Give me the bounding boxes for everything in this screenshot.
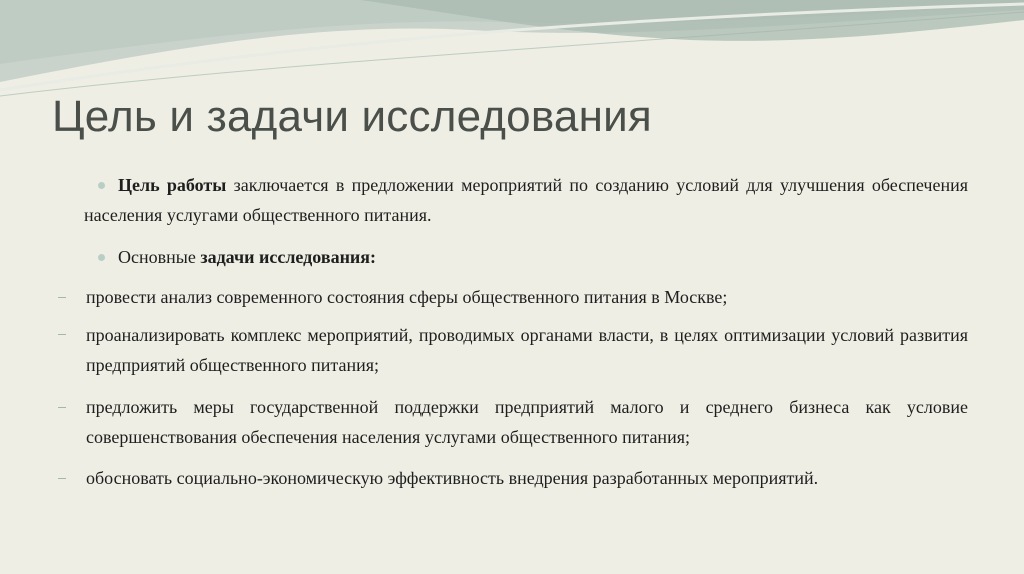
task-item: проанализировать комплекс мероприятий, проводимых органами власти, в целях оптимизации условий развития предприятий общественного питания; bbox=[86, 325, 968, 375]
task-item: предложить меры государственной поддержки предприятий малого и среднего бизнеса как условие совершенствования обеспечения населения услугами общественного питания; bbox=[86, 397, 968, 447]
tasks-intro bbox=[118, 242, 968, 272]
goal-paragraph bbox=[84, 170, 968, 230]
task-item: обосновать социально-экономическую эффективность внедрения разработанных мероприятий. bbox=[86, 468, 819, 488]
dash-icon bbox=[58, 407, 66, 408]
goal-text: заключается в предложении мероприятий по созданию условий для улучшения обеспечения населения услугами общественного питания. bbox=[84, 175, 968, 225]
page-title: Цель и задачи исследования bbox=[52, 92, 652, 141]
bullet-icon bbox=[98, 254, 105, 261]
dash-icon bbox=[58, 297, 66, 298]
tasks-intro-prefix: Основные bbox=[118, 247, 201, 267]
tasks-intro-bold: задачи исследования: bbox=[200, 247, 377, 267]
goal-bold-label: Цель работы bbox=[118, 175, 227, 195]
task-item: провести анализ современного состояния сферы общественного питания в Москве; bbox=[86, 287, 728, 307]
dash-icon bbox=[58, 478, 66, 479]
dash-icon bbox=[58, 334, 66, 335]
